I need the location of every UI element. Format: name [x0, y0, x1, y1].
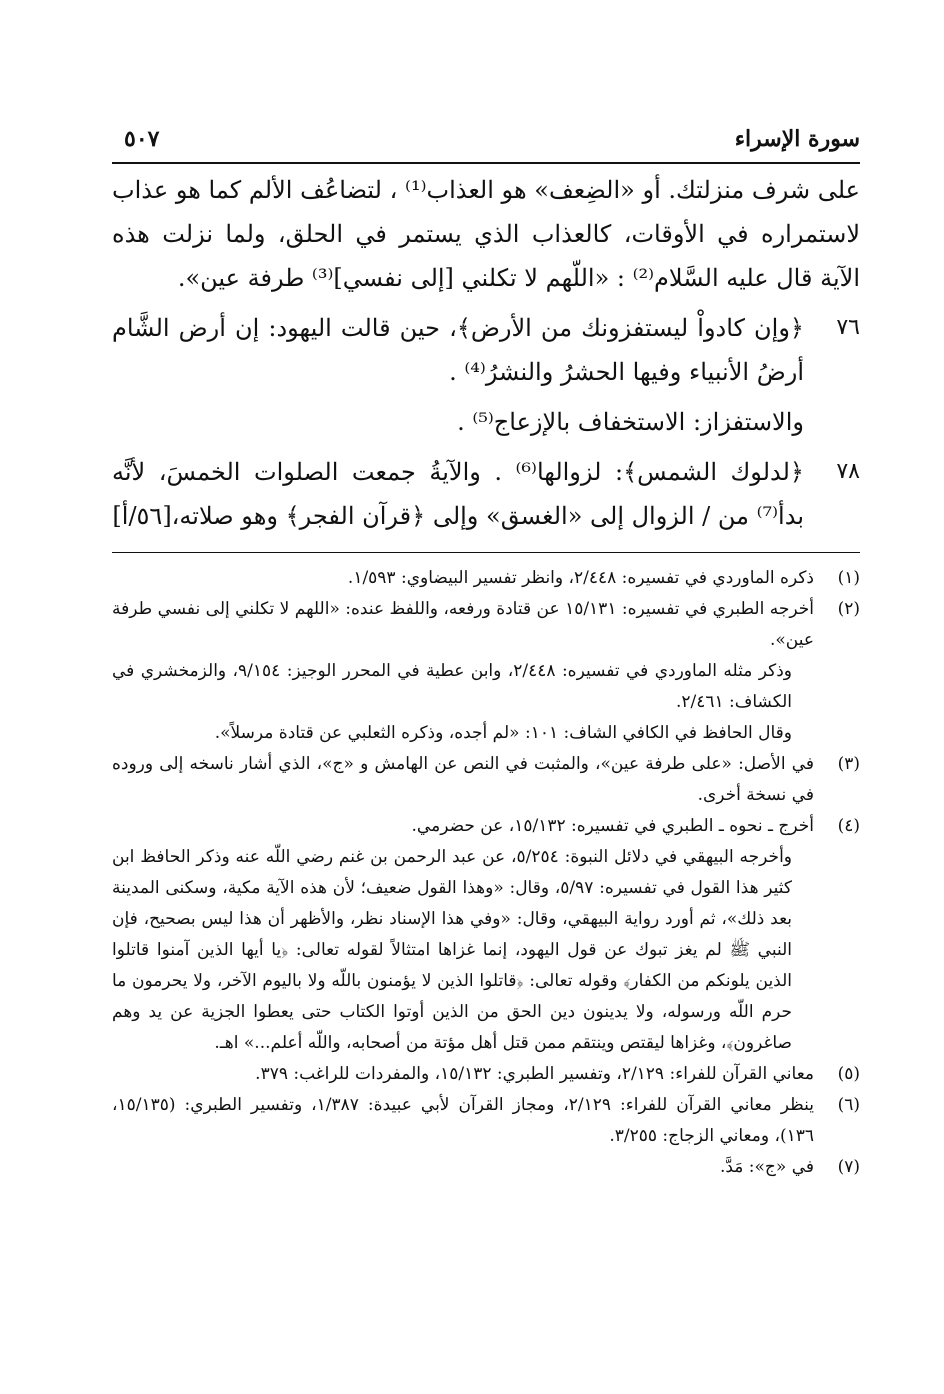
footnote-line: أخرجه الطبري في تفسيره: ١٥/١٣١ عن قتادة ورفعه، واللفظ عنده: «اللهم لا تكلني إلى نفسي طرفة عين».	[112, 599, 814, 650]
footnote-number: (٣)	[837, 754, 860, 774]
running-title: سورة الإسراء	[734, 126, 860, 152]
footnote-number: (٧)	[837, 1157, 860, 1177]
verse-number-78: ٧٨	[836, 459, 860, 484]
footnote-line: أخرج ـ نحوه ـ الطبري في تفسيره: ١٥/١٣٢، عن حضرمي.	[411, 816, 814, 836]
footnote-2	[112, 594, 860, 749]
main-text	[112, 168, 860, 538]
book-page	[112, 120, 860, 1183]
verse-78-text: ﴿لدلوك الشمس﴾: لزوالها⁽⁶⁾ . والآيةُ جمعت الصلوات الخمسَ، لأنَّه بدأ⁽⁷⁾ من / الزوال إلى «الغسق» وإلى ﴿قرآن الفجر﴾ وهو صلاته،[٥٦/أ]	[112, 458, 804, 530]
footnote-rule	[112, 552, 860, 553]
footnote-number: (١)	[837, 568, 860, 588]
footnote-line: ذكره الماوردي في تفسيره: ٢/٤٤٨، وانظر تفسير البيضاوي: ١/٥٩٣.	[347, 568, 814, 588]
footnote-number: (٦)	[837, 1095, 860, 1115]
header-rule	[112, 162, 860, 164]
verse-76-text: ﴿وإن كادواْ ليستفزونك من الأرض﴾، حين قالت اليهود: إن أرض الشَّام أرضُ الأنبياء وفيها الحشرُ والنشرُ⁽⁴⁾ .	[112, 314, 804, 386]
page-number: ٥٠٧	[124, 126, 160, 152]
footnote-3	[112, 749, 860, 811]
footnote-7	[112, 1152, 860, 1183]
footnote-line: ينظر معاني القرآن للفراء: ٢/١٢٩، ومجاز القرآن لأبي عبيدة: ١/٣٨٧، وتفسير الطبري: (١٥/١٣٥، ١٣٦)، ومعاني الزجاج: ٣/٢٥٥.	[112, 1095, 814, 1146]
verse-number-76: ٧٦	[836, 315, 860, 340]
footnotes	[112, 563, 860, 1183]
footnote-line: وقال الحافظ في الكافي الشاف: ١٠١: «لم أجده، وذكره الثعلبي عن قتادة مرسلاً».	[214, 723, 792, 743]
verse-76-block	[112, 306, 860, 394]
footnote-line: في «ج»: مَدَّ.	[719, 1157, 814, 1177]
footnote-line: معاني القرآن للفراء: ٢/١٢٩، وتفسير الطبري: ١٥/١٣٢، والمفردات للراغب: ٣٧٩.	[255, 1064, 814, 1084]
footnote-line: في الأصل: «على طرفة عين»، والمثبت في النص عن الهامش و «ج»، الذي أشار ناسخه إلى وروده في نسخة أخرى.	[112, 754, 814, 805]
footnote-number: (٥)	[837, 1064, 860, 1084]
footnote-line: وذكر مثله الماوردي في تفسيره: ٢/٤٤٨، وابن عطية في المحرر الوجيز: ٩/١٥٤، والزمخشري في الكشاف: ٢/٤٦١.	[112, 661, 792, 712]
footnote-line: وأخرجه البيهقي في دلائل النبوة: ٥/٢٥٤، عن عبد الرحمن بن غنم رضي اللّه عنه وذكر الحافظ ابن كثير هذا القول في تفسيره: ٥/٩٧، وقال: «وهذا القول ضعيف؛ لأن هذه الآية مكية، وسكنى المدينة بعد ذلك»، ثم أورد رواية البيهقي، وقال: «وفي هذا الإسناد نظر، والأظهر أن هذا ليس بصحيح، فإن النبي ﷺ لم يغز تبوك عن قول اليهود، إنما غزاها امتثالاً لقوله تعالى: ﴿يا أيها الذين آمنوا قاتلوا الذين يلونكم من الكفار﴾ وقوله تعالى: ﴿قاتلوا الذين لا يؤمنون باللّه ولا باليوم الآخر، ولا يحرمون ما حرم اللّه ورسوله، ولا يدينون دين الحق من الذين أوتوا الكتاب حتى يعطوا الجزية عن يد وهم صاغرون﴾، وغزاها ليقتص وينتقم ممن قتل أهل مؤتة من أصحابه، واللّه أعلم...» اهـ.	[112, 847, 793, 1053]
verse-76-continuation: والاستفزاز: الاستخفاف بالإزعاج⁽⁵⁾ .	[457, 408, 804, 436]
footnote-5	[112, 1059, 860, 1090]
footnote-6	[112, 1090, 860, 1152]
footnote-number: (٢)	[837, 599, 860, 619]
page-header	[112, 120, 860, 156]
intro-paragraph: على شرف منزلتك. أو «الضِعف» هو العذاب⁽¹⁾ ، لتضاعُف الألم كما هو عذاب لاستمراره في الأوقات، كالعذاب الذي يستمر في الحلق، ولما نزلت هذه الآية قال عليه السَّلام⁽²⁾ : «اللّهم لا تكلني [إلى نفسي]⁽³⁾ طرفة عين».	[112, 176, 861, 292]
footnote-number: (٤)	[837, 816, 860, 836]
footnote-1	[112, 563, 860, 594]
verse-78-block	[112, 450, 860, 538]
footnote-4	[112, 811, 860, 1059]
